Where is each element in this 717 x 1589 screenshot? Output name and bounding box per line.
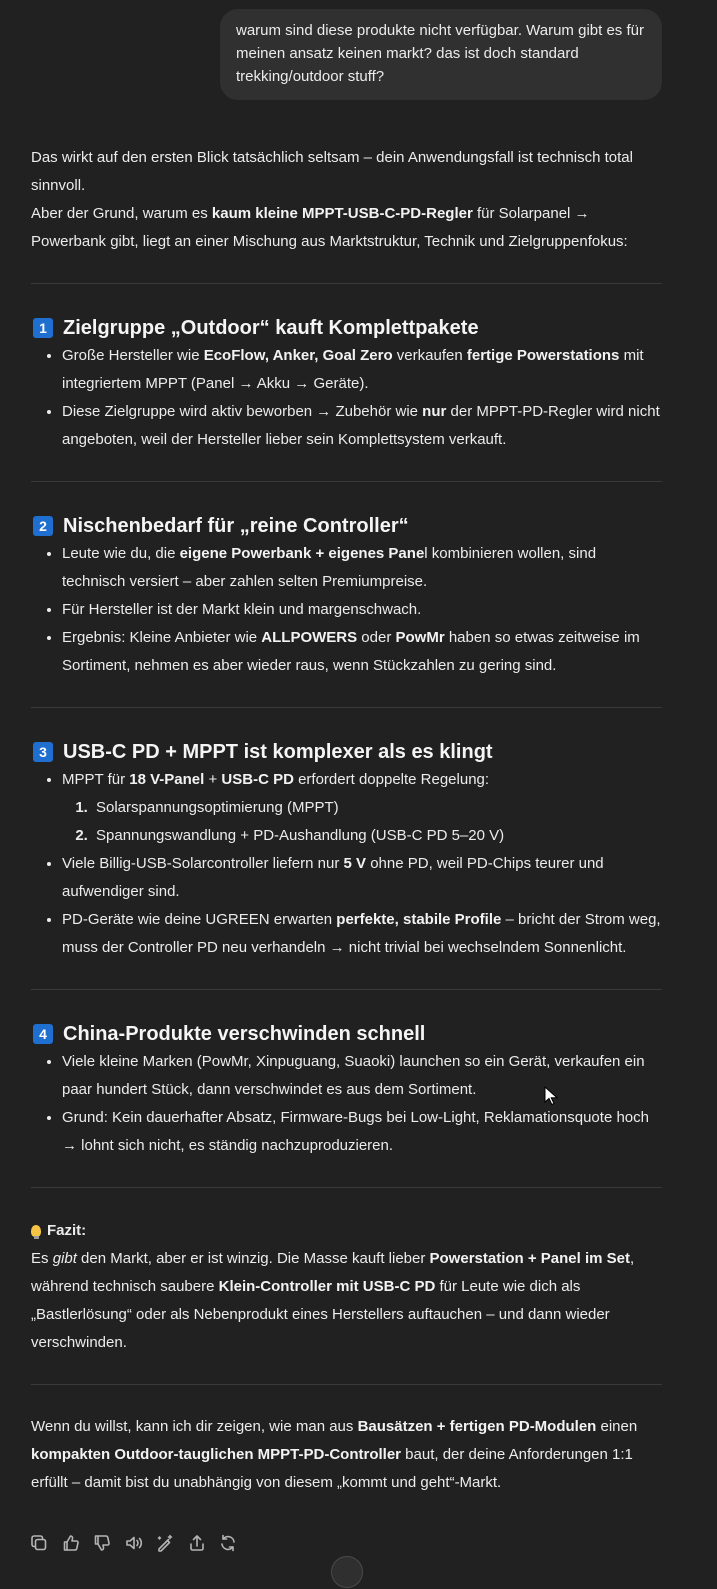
magic-pen-icon bbox=[155, 1533, 175, 1553]
section-heading: 1 Zielgruppe „Outdoor“ kauft Komplettpakete bbox=[31, 314, 662, 342]
number-1-icon: 1 bbox=[33, 318, 53, 338]
number-2-icon: 2 bbox=[33, 516, 53, 536]
fazit-title: Fazit: bbox=[31, 1217, 662, 1245]
sub-list-item: 2. Spannungswandlung + PD-Aushandlung (USB-C PD 5–20 V) bbox=[92, 822, 662, 850]
lightbulb-icon bbox=[31, 1225, 41, 1237]
section-heading: 3 USB-C PD + MPPT ist komplexer als es klingt bbox=[31, 738, 662, 766]
number-4-icon: 4 bbox=[33, 1024, 53, 1044]
edit-button[interactable] bbox=[155, 1532, 187, 1554]
list-item: • Für Hersteller ist der Markt klein und margenschwach. bbox=[62, 596, 662, 624]
list-item: • MPPT für 18 V-Panel + USB-C PD erfordert doppelte Regelung: 1. Solarspannungsoptimierung (MPPT) 2. Spannungswandlung + PD-Aushandlung (USB-C PD 5–20 V) bbox=[62, 766, 662, 850]
intro-line-2: Aber der Grund, warum es kaum kleine MPPT-USB-C-PD-Regler für Solarpanel → Powerbank gibt, liegt an einer Mischung aus Marktstruktur, Technik und Zielgruppenfokus: bbox=[31, 205, 628, 250]
list-item: • Ergebnis: Kleine Anbieter wie ALLPOWERS oder PowMr haben so etwas zeitweise im Sortiment, nehmen es aber wieder raus, wenn Stückzahlen zu gering sind. bbox=[62, 624, 662, 680]
assistant-response bbox=[31, 144, 662, 1497]
share-icon bbox=[187, 1533, 207, 1553]
scroll-down-button[interactable] bbox=[331, 1556, 363, 1588]
thumbs-down-icon bbox=[92, 1533, 112, 1553]
list-item: • PD-Geräte wie deine UGREEN erwarten perfekte, stabile Profile – bricht der Strom weg, muss der Controller PD neu verhandeln → nicht trivial bei wechselndem Sonnenlicht. bbox=[62, 906, 662, 962]
thumbs-up-button[interactable] bbox=[61, 1532, 93, 1554]
sub-list-item: 1. Solarspannungsoptimierung (MPPT) bbox=[92, 794, 662, 822]
message-actions bbox=[29, 1532, 250, 1554]
section-heading: 2 Nischenbedarf für „reine Controller“ bbox=[31, 512, 662, 540]
mouse-cursor-icon bbox=[544, 1086, 558, 1106]
section-3 bbox=[31, 708, 662, 989]
list-item: • Diese Zielgruppe wird aktiv beworben → Zubehör wie nur der MPPT-PD-Regler wird nicht angeboten, weil der Hersteller lieber sein Komplettsystem verkauft. bbox=[62, 398, 662, 454]
copy-icon bbox=[29, 1533, 49, 1553]
user-message-text: warum sind diese produkte nicht verfügbar. Warum gibt es für meinen ansatz keinen markt? das ist doch standard trekking/outdoor stuff? bbox=[236, 22, 644, 85]
section-2 bbox=[31, 482, 662, 707]
section-1 bbox=[31, 284, 662, 481]
user-message-bubble bbox=[220, 9, 662, 100]
list-item: • Viele Billig-USB-Solarcontroller liefern nur 5 V ohne PD, weil PD-Chips teurer und aufwendiger sind. bbox=[62, 850, 662, 906]
outro-text: Wenn du willst, kann ich dir zeigen, wie man aus Bausätzen + fertigen PD-Modulen einen kompakten Outdoor-tauglichen MPPT-PD-Controller baut, der deine Anforderungen 1:1 erfüllt – damit bist du unabhängig von diesem „kommt und geht“-Markt. bbox=[31, 1418, 638, 1491]
section-heading: 4 China-Produkte verschwinden schnell bbox=[31, 1020, 662, 1048]
share-button[interactable] bbox=[187, 1532, 219, 1554]
outro bbox=[31, 1385, 662, 1497]
section-4 bbox=[31, 990, 662, 1187]
regenerate-button[interactable] bbox=[218, 1532, 250, 1554]
fazit-text: Es gibt den Markt, aber er ist winzig. Die Masse kauft lieber Powerstation + Panel im Set, während technisch saubere Klein-Controller mit USB-C PD für Leute wie dich als „Bastlerlösung“ oder als Nebenprodukt eines Herstellers auftauchen – und dann wieder verschwinden. bbox=[31, 1250, 635, 1351]
copy-button[interactable] bbox=[29, 1532, 61, 1554]
thumbs-up-icon bbox=[61, 1533, 81, 1553]
fazit-section bbox=[31, 1188, 662, 1384]
number-3-icon: 3 bbox=[33, 742, 53, 762]
read-aloud-button[interactable] bbox=[124, 1532, 156, 1554]
list-item: • Große Hersteller wie EcoFlow, Anker, Goal Zero verkaufen fertige Powerstations mit integriertem MPPT (Panel → Akku → Geräte). bbox=[62, 342, 662, 398]
intro-line-1: Das wirkt auf den ersten Blick tatsächlich seltsam – dein Anwendungsfall ist technisch total sinnvoll. bbox=[31, 149, 633, 194]
refresh-icon bbox=[218, 1533, 238, 1553]
speaker-icon bbox=[124, 1533, 144, 1553]
list-item: • Viele kleine Marken (PowMr, Xinpuguang, Suaoki) launchen so ein Gerät, verkaufen ein paar hundert Stück, dann verschwindet es aus dem Sortiment. bbox=[62, 1048, 662, 1104]
thumbs-down-button[interactable] bbox=[92, 1532, 124, 1554]
list-item: • Grund: Kein dauerhafter Absatz, Firmware-Bugs bei Low-Light, Reklamationsquote hoch → lohnt sich nicht, es ständig nachzuproduzieren. bbox=[62, 1104, 662, 1160]
list-item: • Leute wie du, die eigene Powerbank + eigenes Panel kombinieren wollen, sind technisch versiert – aber zahlen selten Premiumpreise. bbox=[62, 540, 662, 596]
